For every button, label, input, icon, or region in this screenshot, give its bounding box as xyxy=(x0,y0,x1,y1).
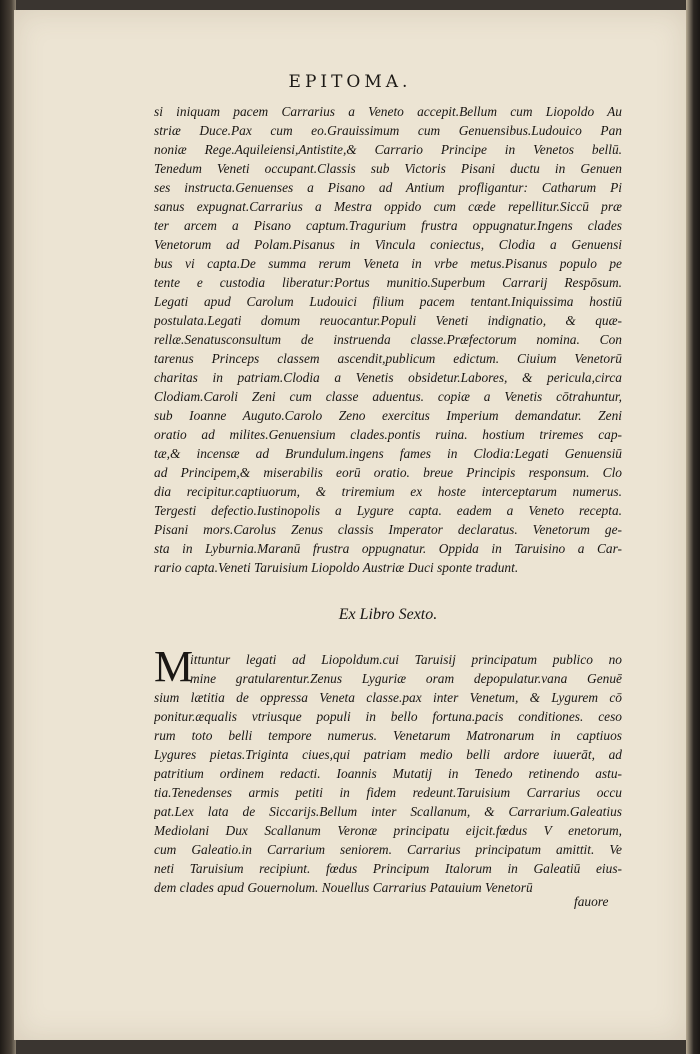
text-line: Pisani mors.Carolus Zenus classis Imperator declaratus. Venetorum ge- xyxy=(154,522,622,537)
text-line: ponitur.æqualis vtriusque populi in bello fortuna.pacis conditiones. ceso xyxy=(154,709,622,724)
text-line: si iniquam pacem Carrarius a Veneto accepit.Bellum cum Liopoldo Au xyxy=(154,104,622,119)
text-line: neti Taruisium recipiunt. fœdus Principum Italorum in Galeatiū eius- xyxy=(154,861,622,876)
text-line: Clodiam.Caroli Zeni cum classe aduentus. copiæ a Venetis cōtrahuntur, xyxy=(154,389,622,404)
running-head: EPITOMA. xyxy=(288,72,412,92)
book-page xyxy=(14,10,686,1040)
text-line: dem clades apud Gouernolum. Nouellus Carrarius Patauium Venetorū xyxy=(154,880,533,895)
text-line: ter arcem a Pisano captum.Tragurium frustra oppugnatur.Ingens clades xyxy=(154,218,622,233)
text-line: oratio ad milites.Genuensium clades.pontis ruina. hostium triremes cap- xyxy=(154,427,622,442)
text-line: postulata.Legati domum reuocantur.Populi Veneti indignatio, & quæ- xyxy=(154,313,622,328)
text-line: sium lætitia de oppressa Veneta classe.pax inter Venetum, & Lygurem cō xyxy=(154,690,622,705)
text-line: cum Galeatio.in Carrarium seniorem. Carrarius principatum amittit. Ve xyxy=(154,842,622,857)
text-line: patritium ordinem redacti. Ioannis Mutatij in Tenedo retinendo astu- xyxy=(154,766,622,781)
catchword: fauore xyxy=(574,894,609,909)
text-line: tarenus Princeps classem ascendit,publicum edictum. Ciuium Venetorū xyxy=(154,351,622,366)
text-line: rario capta.Veneti Taruisium Liopoldo Austriæ Duci sponte tradunt. xyxy=(154,560,519,575)
text-line: ittuntur legati ad Liopoldum.cui Taruisij principatum publico no xyxy=(190,652,622,667)
section-heading: Ex Libro Sexto. xyxy=(338,606,438,623)
book-edge xyxy=(686,0,700,1054)
text-line: charitas in patriam.Clodia a Venetis obsidetur.Labores, & pericula,circa xyxy=(154,370,622,385)
text-line: Lygures pietas.Triginta ciues,qui patriam medio belli ardore iuuerāt, ad xyxy=(154,747,622,762)
text-line: tæ,& incensæ ad Brundulum.ingens fames in Clodia:Legati Genuensiū xyxy=(154,446,622,461)
text-line: sub Ioanne Auguto.Carolo Zeno exercitus Imperium demandatur. Zeni xyxy=(154,408,622,423)
text-line: Legati apud Carolum Ludouici filium pacem tentant.Iniquissima hostiū xyxy=(154,294,622,309)
text-line: ses instructa.Genuenses a Pisano ad Antium profligantur: Catharum Pi xyxy=(154,180,622,195)
text-line: Venetorum ad Polam.Pisanus in Vincula coniectus, Clodia a Genuensi xyxy=(154,237,622,252)
text-line: bus vi capta.De summa rerum Veneta in vrbe metus.Pisanus populo pe xyxy=(154,256,622,271)
text-line: Mediolani Dux Scallanum Veronæ principatu eijcit.fœdus V enetorum, xyxy=(154,823,622,838)
summary-paragraph-book-six xyxy=(154,650,622,897)
text-line: tia.Tenedenses armis petiti in fidem redeunt.Taruisium Carrarius occu xyxy=(154,785,622,800)
text-line: Tergesti defectio.Iustinopolis a Lygure capta. eadem a Veneto recepta. xyxy=(154,503,622,518)
text-line: pat.Lex lata de Siccarijs.Bellum inter Scallanum, & Carrarium.Galeatius xyxy=(154,804,622,819)
summary-paragraph-book-five xyxy=(154,102,622,577)
text-line: Tenedum Veneti occupant.Classis sub Victoris Pisani ductu in Genuen xyxy=(154,161,622,176)
text-line: sta in Lyburnia.Maranū frustra oppugnatur. Oppida in Taruisino a Car- xyxy=(154,541,622,556)
text-line: sanus expugnat.Carrarius a Mestra oppido cum cæde repellitur.Siccū præ xyxy=(154,199,622,214)
text-line: dia recipitur.captiuorum, & triremium ex hoste interceptarum numerus. xyxy=(154,484,622,499)
text-line: rum toto belli tempore numerus. Venetarum Matronarum in captiuos xyxy=(154,728,622,743)
text-line: ad Principem,& miserabilis eorū oratio. breue Principis responsum. Clo xyxy=(154,465,622,480)
drop-cap: M xyxy=(154,642,194,691)
text-line: noniæ Rege.Aquileiensi,Antistite,& Carrario Principe in Venetos bellū. xyxy=(154,142,622,157)
text-line: tente e custodia liberatur:Portus munitio.Superbum Carrarij Respōsum. xyxy=(154,275,622,290)
text-line: rellæ.Senatusconsultum de instruenda classe.Præfectorum nomina. Con xyxy=(154,332,622,347)
text-line: mine gratularentur.Zenus Lyguriæ oram depopulatur.vana Genuē xyxy=(190,671,622,686)
text-line: striæ Duce.Pax cum eo.Grauissimum cum Genuensibus.Ludouico Pan xyxy=(154,123,622,138)
